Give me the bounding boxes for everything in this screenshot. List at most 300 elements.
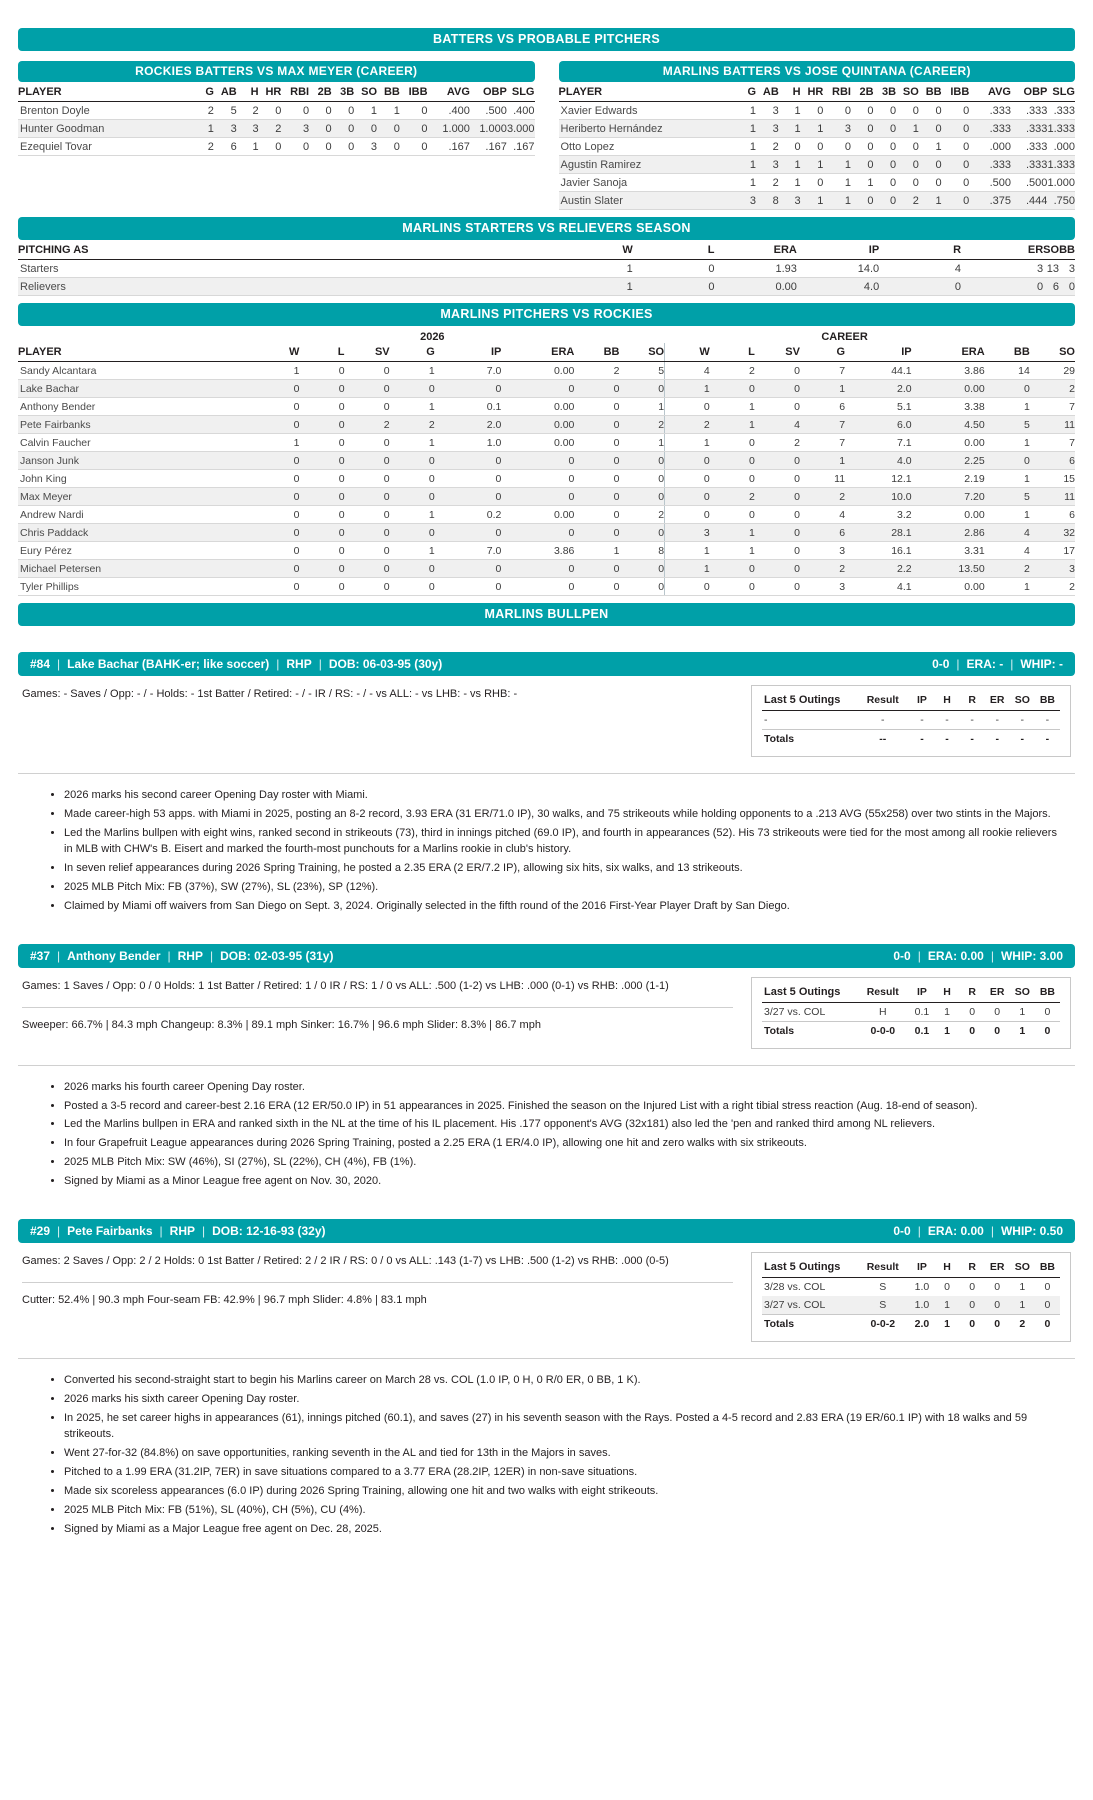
column-header: PLAYER bbox=[18, 83, 192, 102]
table-header-row bbox=[559, 83, 1076, 102]
totals-stat: 0 bbox=[1035, 1021, 1060, 1040]
stat-cell: 2 bbox=[710, 362, 755, 380]
starters-relievers-table bbox=[18, 241, 1075, 296]
column-header: ERA bbox=[715, 241, 797, 260]
stat-cell: 0 bbox=[574, 470, 619, 488]
player-card-body bbox=[18, 968, 1075, 1049]
stat-cell: 0 bbox=[299, 380, 344, 398]
row-label: Chris Paddack bbox=[18, 524, 254, 542]
stat-cell: 0 bbox=[961, 278, 1043, 296]
stat-cell: 0 bbox=[299, 578, 344, 596]
outing-row bbox=[762, 1002, 1060, 1021]
totals-stat: 0 bbox=[985, 1021, 1010, 1040]
outing-stat: - bbox=[970, 714, 974, 726]
stat-cell: 1 bbox=[985, 578, 1030, 596]
stat-cell: 2 bbox=[259, 120, 282, 138]
stat-cell: 0 bbox=[299, 452, 344, 470]
stat-cell: 0 bbox=[299, 560, 344, 578]
player-note: • Posted a 3-5 record and career-best 2.16 ERA (12 ER/50.0 IP) in 51 appearances in 2025. Finished the season on the Injured List with a right tibial stress reaction (Aug. 18-end of season). bbox=[64, 1099, 1065, 1118]
stat-cell: 1.333 bbox=[1047, 156, 1075, 174]
stat-cell: 0 bbox=[345, 542, 390, 560]
stat-cell: 2.86 bbox=[912, 524, 985, 542]
column-header: G bbox=[192, 83, 214, 102]
player-card-header[interactable] bbox=[18, 652, 1075, 676]
stat-cell: 0 bbox=[501, 470, 574, 488]
starters-relievers-title: MARLINS STARTERS VS RELIEVERS SEASON bbox=[18, 217, 1075, 240]
table-body bbox=[18, 102, 535, 156]
player-card-body bbox=[18, 1243, 1075, 1342]
stat-cell: 1 bbox=[801, 156, 824, 174]
stat-cell: 1.000 bbox=[470, 120, 507, 138]
column-header: G bbox=[800, 343, 845, 362]
stat-cell: 1 bbox=[710, 524, 755, 542]
stat-cell: 1 bbox=[390, 398, 435, 416]
player-hand: RHP bbox=[169, 1224, 195, 1239]
totals-label: Totals bbox=[762, 1315, 856, 1334]
stat-cell: 1.93 bbox=[715, 260, 797, 278]
stat-cell: 2 bbox=[1030, 380, 1075, 398]
table-row bbox=[559, 102, 1076, 120]
totals-stat: 0.1 bbox=[909, 1021, 934, 1040]
column-header: RBI bbox=[281, 83, 309, 102]
stat-cell: .500 bbox=[969, 174, 1011, 192]
column-header: PLAYER bbox=[559, 83, 735, 102]
stat-cell: 0 bbox=[400, 102, 428, 120]
column-header: SLG bbox=[1047, 83, 1075, 102]
player-card-body bbox=[18, 676, 1075, 757]
stat-cell: .500 bbox=[470, 102, 507, 120]
stat-cell: 1 bbox=[710, 398, 755, 416]
table-header-row bbox=[762, 984, 1060, 1003]
stat-cell: 3 bbox=[1059, 260, 1075, 278]
column-header: ER bbox=[961, 241, 1043, 260]
column-header: H bbox=[779, 83, 801, 102]
player-notes-list bbox=[18, 788, 1075, 918]
stat-cell: 0.00 bbox=[501, 434, 574, 452]
stat-cell: 0 bbox=[755, 542, 800, 560]
column-header: ER bbox=[985, 984, 1010, 1003]
player-hand: RHP bbox=[286, 657, 312, 671]
outing-stat: 0 bbox=[994, 1005, 1001, 1018]
player-name: Anthony Bender bbox=[67, 948, 161, 963]
column-header: H bbox=[935, 692, 960, 711]
stat-cell: 0 bbox=[574, 488, 619, 506]
stat-cell: 0 bbox=[435, 524, 502, 542]
totals-stat: 0 bbox=[960, 1315, 985, 1334]
row-label: Andrew Nardi bbox=[18, 506, 254, 524]
stat-cell: .000 bbox=[1047, 138, 1075, 156]
stat-cell: 0 bbox=[779, 138, 801, 156]
table-header-row bbox=[18, 241, 1075, 260]
stat-cell: 1 bbox=[734, 102, 756, 120]
column-header: SO bbox=[1010, 692, 1035, 711]
stat-cell: 0 bbox=[299, 488, 344, 506]
stat-cell: 0 bbox=[299, 542, 344, 560]
stat-cell: 3 bbox=[734, 192, 756, 210]
column-header: BB bbox=[1059, 241, 1075, 260]
player-dob: DOB: 06-03-95 (30y) bbox=[328, 657, 443, 671]
stat-cell: 3 bbox=[665, 524, 710, 542]
table-row bbox=[18, 362, 1075, 380]
stat-cell: 0 bbox=[851, 156, 874, 174]
stat-cell: 4.1 bbox=[845, 578, 912, 596]
stat-cell: 0 bbox=[710, 434, 755, 452]
column-header: ERA bbox=[912, 343, 985, 362]
stat-cell: 13 bbox=[1043, 260, 1059, 278]
row-label: Xavier Edwards bbox=[559, 102, 735, 120]
bullpen-cards bbox=[18, 652, 1075, 1541]
totals-label: Totals bbox=[762, 1021, 856, 1040]
stat-cell: 3 bbox=[237, 120, 259, 138]
stat-cell: 0 bbox=[309, 102, 332, 120]
stat-cell: 0 bbox=[710, 452, 755, 470]
stat-cell: 0 bbox=[801, 138, 824, 156]
player-note: • Led the Marlins bullpen in ERA and ranked sixth in the NL at the time of his IL placement. His .177 opponent's AVG (32x181) also led the 'pen and ranked third among NL relievers. bbox=[64, 1117, 1065, 1136]
column-header: IP bbox=[435, 343, 502, 362]
player-record: 0-0 bbox=[932, 657, 950, 671]
row-label: Ezequiel Tovar bbox=[18, 138, 192, 156]
totals-stat: 0-0-0 bbox=[856, 1021, 909, 1040]
stat-cell: 6 bbox=[800, 398, 845, 416]
stat-cell: 0 bbox=[851, 192, 874, 210]
stat-cell: .333 bbox=[1011, 156, 1047, 174]
outing-stat: 1 bbox=[1010, 1296, 1035, 1315]
table-row bbox=[18, 488, 1075, 506]
row-label: Sandy Alcantara bbox=[18, 362, 254, 380]
player-note: • 2025 MLB Pitch Mix: SW (46%), SI (27%), SL (22%), CH (4%), FB (1%). bbox=[64, 1155, 1065, 1174]
table-row bbox=[18, 260, 1075, 278]
stat-cell: 1 bbox=[390, 506, 435, 524]
row-label: Pete Fairbanks bbox=[18, 416, 254, 434]
player-note: • Signed by Miami as a Minor League free agent on Nov. 30, 2020. bbox=[64, 1174, 1065, 1193]
stat-cell: 0 bbox=[755, 470, 800, 488]
stat-cell: 4 bbox=[755, 416, 800, 434]
stat-cell: 2 bbox=[390, 416, 435, 434]
last-5-outings-table bbox=[762, 984, 1060, 1040]
column-header: AVG bbox=[969, 83, 1011, 102]
outing-totals-row bbox=[762, 1315, 1060, 1334]
stat-cell: 0 bbox=[755, 578, 800, 596]
stat-cell: 0 bbox=[574, 416, 619, 434]
stat-cell: 0 bbox=[823, 102, 851, 120]
stat-cell: 2.19 bbox=[912, 470, 985, 488]
stat-cell: 0 bbox=[665, 578, 710, 596]
stat-cell: 1 bbox=[254, 362, 299, 380]
stat-cell: 0 bbox=[435, 470, 502, 488]
stat-cell: 2 bbox=[756, 138, 779, 156]
player-era: ERA: 0.00 bbox=[927, 948, 984, 963]
stat-cell: 0 bbox=[942, 102, 970, 120]
stat-cell: 3 bbox=[800, 578, 845, 596]
stat-cell: 1 bbox=[377, 102, 400, 120]
table-row bbox=[18, 398, 1075, 416]
column-header: Last 5 Outings bbox=[762, 692, 856, 711]
stat-cell: 13.50 bbox=[912, 560, 985, 578]
stat-cell: 1 bbox=[192, 120, 214, 138]
stat-cell: 0 bbox=[390, 560, 435, 578]
stat-cell: 2 bbox=[237, 102, 259, 120]
stat-cell: 0 bbox=[874, 174, 897, 192]
stat-cell: 3.38 bbox=[912, 398, 985, 416]
stat-cell: 1 bbox=[801, 120, 824, 138]
stat-cell: 0 bbox=[345, 560, 390, 578]
stat-cell: 16.1 bbox=[845, 542, 912, 560]
stat-cell: 44.1 bbox=[845, 362, 912, 380]
stat-cell: 3.2 bbox=[845, 506, 912, 524]
stat-cell: 0 bbox=[851, 102, 874, 120]
marlins-batters-table bbox=[559, 83, 1076, 210]
separator: | bbox=[57, 1224, 61, 1239]
table-row bbox=[18, 524, 1075, 542]
column-header: R bbox=[960, 1259, 985, 1278]
row-label: Relievers bbox=[18, 278, 551, 296]
stat-cell: 1 bbox=[734, 174, 756, 192]
stat-cell: 0 bbox=[874, 102, 897, 120]
stat-cell: .500 bbox=[1011, 174, 1047, 192]
stat-cell: 0 bbox=[345, 488, 390, 506]
stat-cell: 6 bbox=[1030, 452, 1075, 470]
stat-cell: 0 bbox=[390, 578, 435, 596]
stat-cell: 0 bbox=[755, 506, 800, 524]
column-header: R bbox=[960, 692, 985, 711]
row-label: Agustin Ramirez bbox=[559, 156, 735, 174]
stat-cell: 1 bbox=[801, 192, 824, 210]
stat-cell: 0 bbox=[665, 488, 710, 506]
pitch-mix-line: Cutter: 52.4% | 90.3 mph Four-seam FB: 42.9% | 96.7 mph Slider: 4.8% | 83.1 mph bbox=[22, 1294, 427, 1307]
row-label: Austin Slater bbox=[559, 192, 735, 210]
stat-cell: 0.00 bbox=[912, 434, 985, 452]
column-header: L bbox=[710, 343, 755, 362]
stat-cell: 0 bbox=[665, 470, 710, 488]
table-header-row bbox=[762, 692, 1060, 711]
stat-cell: 1 bbox=[390, 542, 435, 560]
stat-cell: 0 bbox=[896, 174, 919, 192]
column-header: BB bbox=[1035, 692, 1060, 711]
stat-cell: 2 bbox=[620, 416, 665, 434]
stat-cell: 0 bbox=[665, 398, 710, 416]
separator: | bbox=[202, 1224, 206, 1239]
player-era: ERA: 0.00 bbox=[927, 1224, 984, 1239]
stat-cell: .333 bbox=[969, 156, 1011, 174]
stat-cell: 0 bbox=[633, 260, 715, 278]
stat-cell: 2 bbox=[574, 362, 619, 380]
stat-cell: 2.0 bbox=[435, 416, 502, 434]
column-header: W bbox=[551, 241, 633, 260]
divider bbox=[22, 1282, 733, 1283]
pitchers-vs-rockies-title: MARLINS PITCHERS VS ROCKIES bbox=[18, 303, 1075, 326]
player-dob: DOB: 02-03-95 (31y) bbox=[220, 948, 334, 963]
stat-cell: 0 bbox=[377, 138, 400, 156]
row-label: Calvin Faucher bbox=[18, 434, 254, 452]
stat-cell: 0 bbox=[259, 102, 282, 120]
stat-cell: 2 bbox=[800, 560, 845, 578]
table-row bbox=[559, 156, 1076, 174]
bullpen-player-card bbox=[18, 1219, 1075, 1540]
separator: | bbox=[917, 1224, 921, 1239]
stat-cell: 0 bbox=[501, 560, 574, 578]
stat-cell: 0 bbox=[299, 362, 344, 380]
stat-cell: 3 bbox=[823, 120, 851, 138]
row-label: Eury Pérez bbox=[18, 542, 254, 560]
stat-cell: 0 bbox=[345, 452, 390, 470]
stat-cell: 2 bbox=[896, 192, 919, 210]
separator: | bbox=[990, 1224, 994, 1239]
stat-cell: 4 bbox=[985, 542, 1030, 560]
column-header: Last 5 Outings bbox=[762, 984, 856, 1003]
player-hand: RHP bbox=[177, 948, 203, 963]
column-header: SO bbox=[1030, 343, 1075, 362]
stat-cell: 0 bbox=[755, 380, 800, 398]
player-note: • 2025 MLB Pitch Mix: FB (51%), SL (40%), CH (5%), CU (4%). bbox=[64, 1503, 1065, 1522]
stat-cell: 0 bbox=[254, 506, 299, 524]
divider bbox=[18, 1358, 1075, 1359]
stat-cell: 0.00 bbox=[501, 416, 574, 434]
usage-line: Games: 1 Saves / Opp: 0 / 0 Holds: 1 1st Batter / Retired: 1 / 0 IR / RS: 1 / 0 vs ALL: .500 (1-2) vs LHB: .000 (0-1) vs RHB: .000 (1-1) bbox=[22, 979, 669, 992]
stat-cell: 1 bbox=[551, 278, 633, 296]
separator: | bbox=[990, 948, 994, 963]
table-row bbox=[559, 174, 1076, 192]
stat-cell: 4 bbox=[879, 260, 961, 278]
column-header: AVG bbox=[428, 83, 470, 102]
column-header: 3B bbox=[332, 83, 355, 102]
stat-cell: 0 bbox=[919, 120, 942, 138]
column-header: L bbox=[299, 343, 344, 362]
stat-cell: .167 bbox=[470, 138, 507, 156]
stat-cell: 0 bbox=[574, 560, 619, 578]
row-label: Janson Junk bbox=[18, 452, 254, 470]
stat-cell: 0 bbox=[299, 524, 344, 542]
player-card-header[interactable] bbox=[18, 1219, 1075, 1243]
pitchers-vs-rockies-table bbox=[18, 343, 1075, 596]
stat-cell: 6 bbox=[1043, 278, 1059, 296]
batters-section bbox=[18, 61, 1075, 210]
column-header: SO bbox=[896, 83, 919, 102]
column-header: IP bbox=[909, 692, 934, 711]
stat-cell: 0 bbox=[309, 138, 332, 156]
outing-row bbox=[762, 1278, 1060, 1297]
totals-stat: 1 bbox=[1010, 1021, 1035, 1040]
stat-cell: 0 bbox=[501, 452, 574, 470]
separator: | bbox=[1010, 657, 1014, 671]
stat-cell: 0 bbox=[435, 560, 502, 578]
column-header: IBB bbox=[400, 83, 428, 102]
table-header-row bbox=[18, 343, 1075, 362]
stat-cell: 3 bbox=[756, 120, 779, 138]
stat-cell: 0 bbox=[254, 452, 299, 470]
stat-cell: 2 bbox=[710, 488, 755, 506]
stat-cell: 3 bbox=[756, 156, 779, 174]
stat-cell: 0.00 bbox=[501, 362, 574, 380]
table-row bbox=[18, 102, 535, 120]
stat-cell: 2 bbox=[665, 416, 710, 434]
outing-stat: - bbox=[920, 714, 924, 726]
outing-stat: S bbox=[856, 1296, 909, 1315]
stat-cell: 8 bbox=[620, 542, 665, 560]
column-header: IP bbox=[845, 343, 912, 362]
bullpen-title: MARLINS BULLPEN bbox=[18, 603, 1075, 626]
column-header: RBI bbox=[823, 83, 851, 102]
row-label: Otto Lopez bbox=[559, 138, 735, 156]
outing-totals-row bbox=[762, 730, 1060, 749]
stat-cell: 3 bbox=[1030, 560, 1075, 578]
column-header: R bbox=[879, 241, 961, 260]
stat-cell: 0 bbox=[896, 102, 919, 120]
player-note: • Made career-high 53 apps. with Miami in 2025, posting an 8-2 record, 3.93 ERA (31 ER/71.0 IP), 30 walks, and 75 strikeouts while holding opponents to a .213 AVG (55x258) over two stints in the Majors. bbox=[64, 807, 1065, 826]
player-name: Lake Bachar (BAHK-er; like soccer) bbox=[67, 657, 270, 671]
stat-cell: 1 bbox=[919, 192, 942, 210]
stat-cell: 2 bbox=[345, 416, 390, 434]
table-row bbox=[18, 470, 1075, 488]
totals-stat: 1 bbox=[935, 1021, 960, 1040]
stat-cell: 0 bbox=[665, 506, 710, 524]
stat-cell: 0 bbox=[435, 380, 502, 398]
stat-cell: 5 bbox=[985, 488, 1030, 506]
stat-cell: .333 bbox=[1011, 102, 1047, 120]
stat-cell: 0.00 bbox=[501, 398, 574, 416]
player-note: • Signed by Miami as a Major League free agent on Dec. 28, 2025. bbox=[64, 1522, 1065, 1541]
stat-cell: 0.2 bbox=[435, 506, 502, 524]
stat-cell: 11 bbox=[1030, 488, 1075, 506]
totals-stat: - bbox=[909, 730, 934, 749]
table-header-row bbox=[762, 1259, 1060, 1278]
totals-stat: 1 bbox=[935, 1315, 960, 1334]
stat-cell: 11 bbox=[1030, 416, 1075, 434]
player-era: ERA: - bbox=[966, 657, 1004, 671]
stat-cell: 1 bbox=[985, 398, 1030, 416]
stat-cell: 7 bbox=[1030, 398, 1075, 416]
stat-cell: 1 bbox=[823, 192, 851, 210]
player-card-header[interactable] bbox=[18, 944, 1075, 968]
pitch-mix-line: Sweeper: 66.7% | 84.3 mph Changeup: 8.3% | 89.1 mph Sinker: 16.7% | 96.6 mph Slider: 8.3% | 86.7 mph bbox=[22, 1018, 541, 1031]
stat-cell: 12.1 bbox=[845, 470, 912, 488]
last-5-outings-box bbox=[751, 685, 1071, 757]
column-header: ERA bbox=[501, 343, 574, 362]
table-row bbox=[18, 452, 1075, 470]
stat-cell: 0 bbox=[755, 452, 800, 470]
usage-line: Games: - Saves / Opp: - / - Holds: - 1st Batter / Retired: - / - IR / RS: - / - vs ALL: - vs LHB: - vs RHB: - bbox=[22, 688, 518, 700]
stat-cell: 0 bbox=[254, 470, 299, 488]
column-header: SO bbox=[1010, 1259, 1035, 1278]
column-header: W bbox=[254, 343, 299, 362]
stat-cell: 0 bbox=[942, 174, 970, 192]
stat-cell: .333 bbox=[1047, 102, 1075, 120]
totals-stat: 2 bbox=[1010, 1315, 1035, 1334]
stat-cell: 0 bbox=[633, 278, 715, 296]
stat-cell: 5 bbox=[620, 362, 665, 380]
column-header: HR bbox=[259, 83, 282, 102]
divider bbox=[18, 773, 1075, 774]
stat-cell: 1 bbox=[734, 138, 756, 156]
separator: | bbox=[57, 948, 61, 963]
stat-cell: 1 bbox=[254, 434, 299, 452]
stat-cell: 0 bbox=[710, 560, 755, 578]
stat-cell: 32 bbox=[1030, 524, 1075, 542]
player-usage-block bbox=[22, 685, 733, 757]
stat-cell: 0 bbox=[574, 506, 619, 524]
stat-cell: 11 bbox=[800, 470, 845, 488]
table-row bbox=[18, 278, 1075, 296]
row-label: Starters bbox=[18, 260, 551, 278]
stat-cell: 0 bbox=[620, 470, 665, 488]
column-header: BB bbox=[919, 83, 942, 102]
column-header: Result bbox=[856, 1259, 909, 1278]
stat-cell: 0 bbox=[254, 416, 299, 434]
stat-cell: 0 bbox=[390, 380, 435, 398]
stat-cell: 0.00 bbox=[715, 278, 797, 296]
stat-cell: 2.25 bbox=[912, 452, 985, 470]
column-header: PLAYER bbox=[18, 343, 254, 362]
stat-cell: 5 bbox=[214, 102, 237, 120]
